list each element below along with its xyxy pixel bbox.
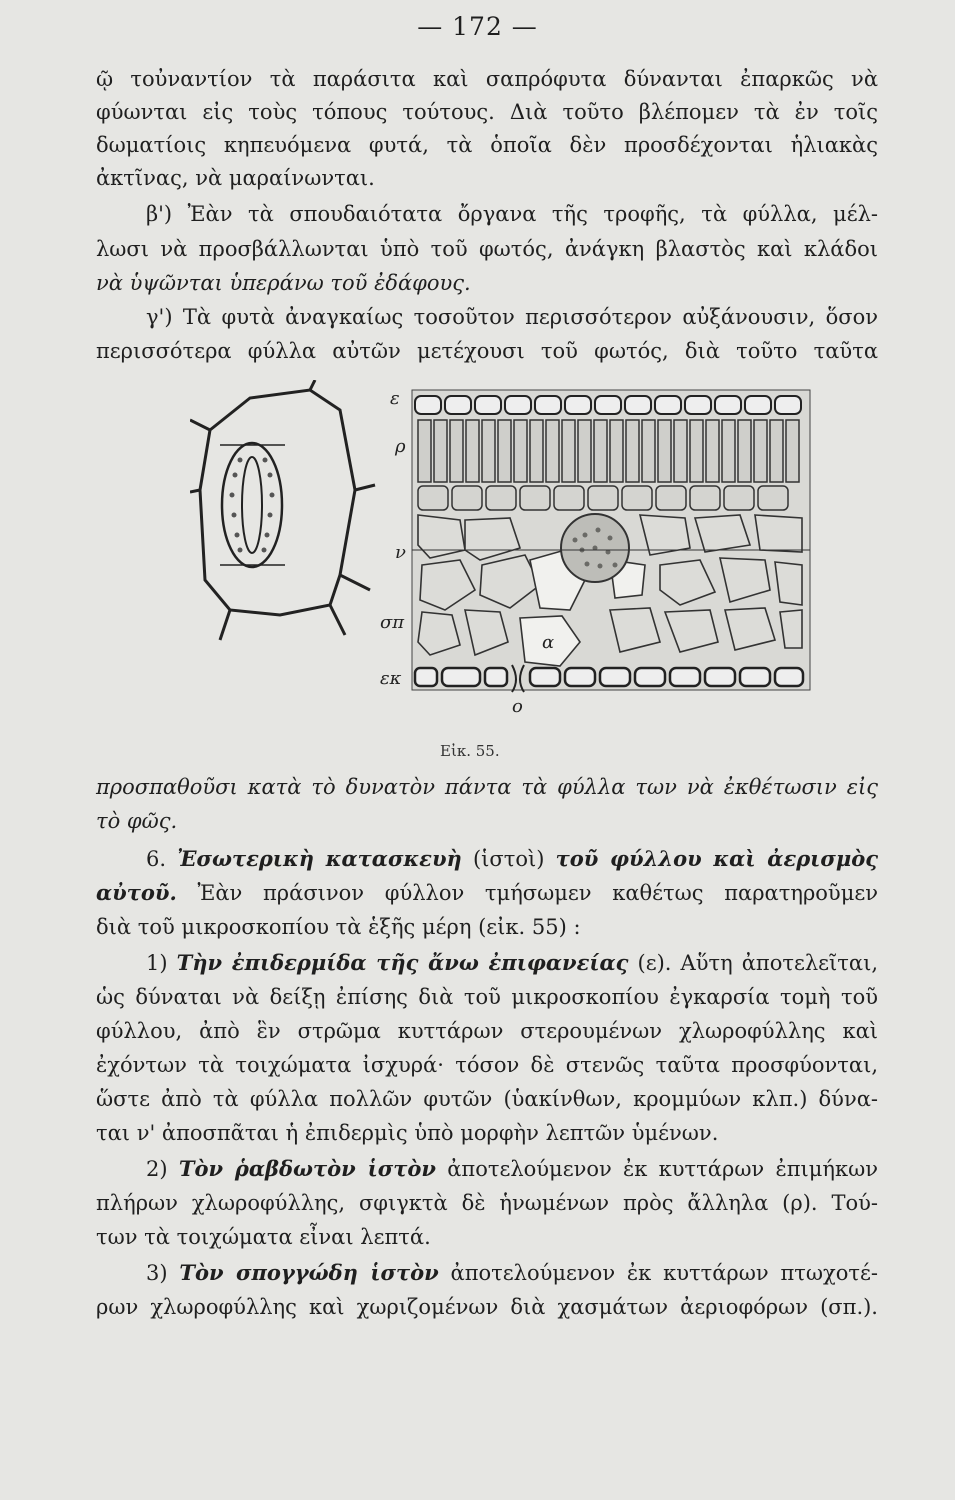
text-line: τὸ φῶς. [96,809,178,833]
text-line: ῷ τοὐναντίον τὰ παράσιτα καὶ σαπρόφυτα δύνανται ἐπαρκῶς νὰ [96,67,878,91]
text-line: των τὰ τοιχώματα εἶναι λεπτά. [96,1225,431,1249]
bottom-text-block [96,772,878,1472]
figure-caption: Εἰκ. 55. [440,742,500,760]
text-line [96,878,878,908]
label-spongy: σπ [380,612,405,633]
text-line: διὰ τοῦ μικροσκοπίου τὰ ἑξῆς μέρη (εἰκ. 55) : [96,915,581,939]
item-number: 3) [146,1261,168,1285]
text-line: ἐχόντων τὰ τοιχώματα ἰσχυρά· τόσον δὲ στενῶς ταῦτα προσφύονται, [96,1053,878,1077]
text-line: ὥστε ἀπὸ τὰ φύλλα πολλῶν φυτῶν (ὑακίνθων, κρομμύων κλπ.) δύνα- [96,1087,878,1111]
label-stoma: ο [512,696,523,717]
label-lower-epidermis: εκ [380,668,402,689]
text-line: φύλλου, ἀπὸ ἓν στρῶμα κυττάρων στερουμένων χλωροφύλλης καὶ [96,1019,878,1043]
label-vein: ν [395,542,406,563]
text-line: φύωνται εἰς τοὺς τόπους τούτους. Διὰ τοῦτο βλέπομεν τὰ ἐν τοῖς [96,100,878,124]
top-text-block [96,64,878,364]
text-span: ἀποτελούμενον ἐκ κυττάρων πτωχοτέ- [450,1261,878,1285]
text-span: Ἐὰν πράσινον φύλλον τμήσωμεν καθέτως παρατηροῦμεν [197,881,878,905]
item-title: Τὸν σπογγώδη ἱστὸν [179,1260,439,1285]
section-heading-line [146,844,878,874]
text-line: περισσότερα φύλλα αὐτῶν μετέχουσι τοῦ φωτός, διὰ τοῦτο ταῦτα [96,339,878,363]
text-line: ρων χλωροφύλλης καὶ χωριζομένων διὰ χασμάτων ἀεριοφόρων (σπ.). [96,1295,878,1319]
text-line: λωσι νὰ προσβάλλωνται ὑπὸ τοῦ φωτός, ἀνάγκη βλαστὸς καὶ κλάδοι [96,237,878,261]
section-title-cont: τοῦ φύλλου καὶ ἀερισμὸς [555,846,878,871]
text-line: νὰ ὑψῶνται ὑπεράνω τοῦ ἐδάφους. [96,271,471,295]
text-span: (ε). Αὕτη ἀποτελεῖται, [637,951,878,975]
text-span: ἀποτελούμενον ἐκ κυττάρων ἐπιμήκων [447,1157,879,1181]
list-item-2 [146,1154,878,1184]
section-number: 6. [146,847,167,871]
page-number: — 172 — [417,12,538,41]
leaf-cross-section-figure [190,380,830,720]
label-palisade: ρ [395,436,406,457]
text-line: ὡς δύναται νὰ δείξῃ ἐπίσης διὰ τοῦ μικροσκοπίου ἐγκαρσία τομὴ τοῦ [96,985,878,1009]
list-item-1 [146,948,878,978]
text-line: προσπαθοῦσι κατὰ τὸ δυνατὸν πάντα τὰ φύλλα των νὰ ἐκθέτωσιν εἰς [96,775,878,799]
text-line: γ') Τὰ φυτὰ ἀναγκαίως τοσοῦτον περισσότερον αὐξάνουσιν, ὅσον [146,305,878,329]
item-number: 2) [146,1157,168,1181]
text-line: ἀκτῖνας, νὰ μαραίνωνται. [96,166,375,190]
item-title: Τὴν ἐπιδερμίδα τῆς ἄνω ἐπιφανείας [176,950,629,975]
label-air-space: α [542,632,555,653]
text-line: δωματίοις κηπευόμενα φυτά, τὰ ὁποῖα δὲν προσδέχονται ἡλιακὰς [96,133,878,157]
section-title-end: αὐτοῦ. [96,880,177,905]
text-line: ται ν' ἀποσπᾶται ἡ ἐπιδερμὶς ὑπὸ μορφὴν λεπτῶν ὑμένων. [96,1121,719,1145]
item-number: 1) [146,951,168,975]
section-title-paren: (ἱστοὶ) [472,847,545,871]
text-line: πλήρων χλωροφύλλης, σφιγκτὰ δὲ ἡνωμένων πρὸς ἄλληλα (ρ). Τού- [96,1191,878,1215]
text-line: β') Ἐὰν τὰ σπουδαιότατα ὄργανα τῆς τροφῆς, τὰ φύλλα, μέλ- [146,202,878,226]
label-epidermis: ε [390,388,400,409]
stoma-drawing [190,380,375,640]
list-item-3 [146,1258,878,1288]
item-title: Τὸν ῥαβδωτὸν ἱστὸν [178,1156,436,1181]
section-title: Ἐσωτερικὴ κατασκευὴ [177,846,462,871]
leaf-section-drawing [412,390,810,692]
